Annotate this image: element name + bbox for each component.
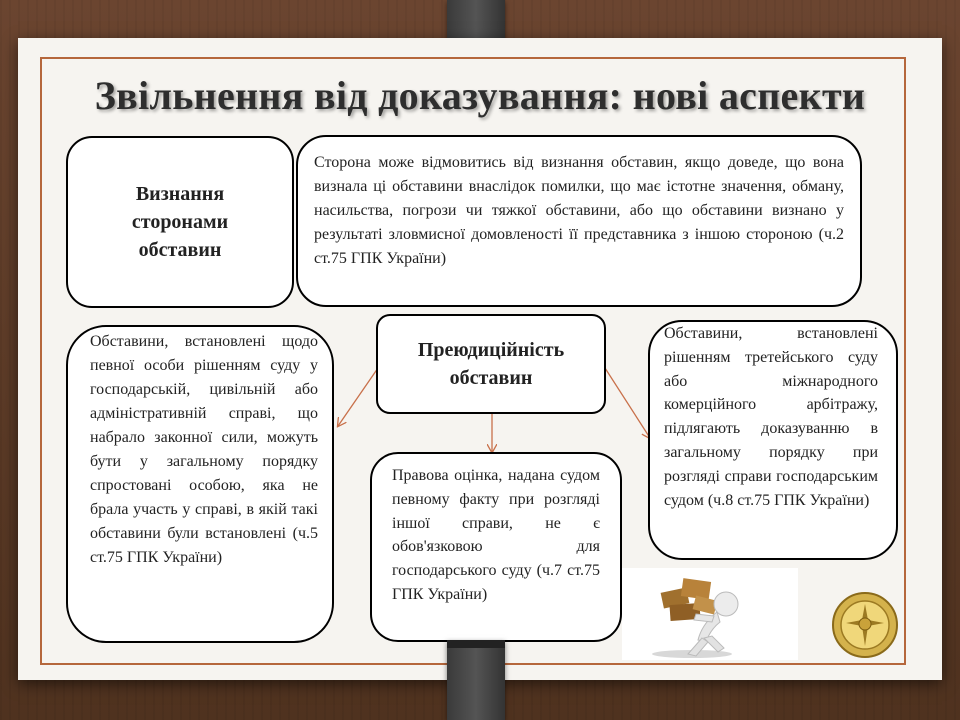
center-text-box: Правова оцінка, надана судом певному факту при розгляді іншої справи, не є обов'язковою для господарського суду (ч.7 ст.75 ГПК України) [370, 452, 622, 642]
crest-emblem-icon [830, 590, 900, 660]
slide-title: Звільнення від доказування: нові аспекти [94, 73, 866, 118]
arrow-to-left-box [338, 368, 378, 426]
right-text-box: Обставини, встановлені рішенням третейського суду або міжнародного комерційного арбітражу, підлягають доказуванню в загальному порядку при розгляді справи господарським судом (ч.8 ст.75 ГПК України) [648, 320, 898, 560]
arrow-to-right-box [605, 368, 650, 438]
prejudice-heading-box: Преюдиційність обставин [376, 314, 606, 414]
bottom-strap [447, 640, 505, 720]
recognition-heading-box: Визнання сторонами обставин [66, 136, 294, 308]
recognition-text-box: Сторона може відмовитись від визнання обставин, якщо доведе, що вона визнала ці обставини внаслідок помилки, що має істотне значення, обману, насильства, погрози чи тяжкої обставини, або що обставини визнано у результаті зловмисної домовленості її представника з іншою стороною (ч.2 ст.75 ГПК України) [296, 135, 862, 307]
left-text-box: Обставини, встановлені щодо певної особи рішенням суду у господарській, цивільній або адміністративній справі, що набрало законної сили, можуть бути у загальному порядку спростовані особою, яка не брала участь у справі, в якій такі обставини були встановлені (ч.5 ст.75 ГПК України) [66, 325, 334, 643]
person-carrying-boxes-icon [622, 568, 798, 660]
